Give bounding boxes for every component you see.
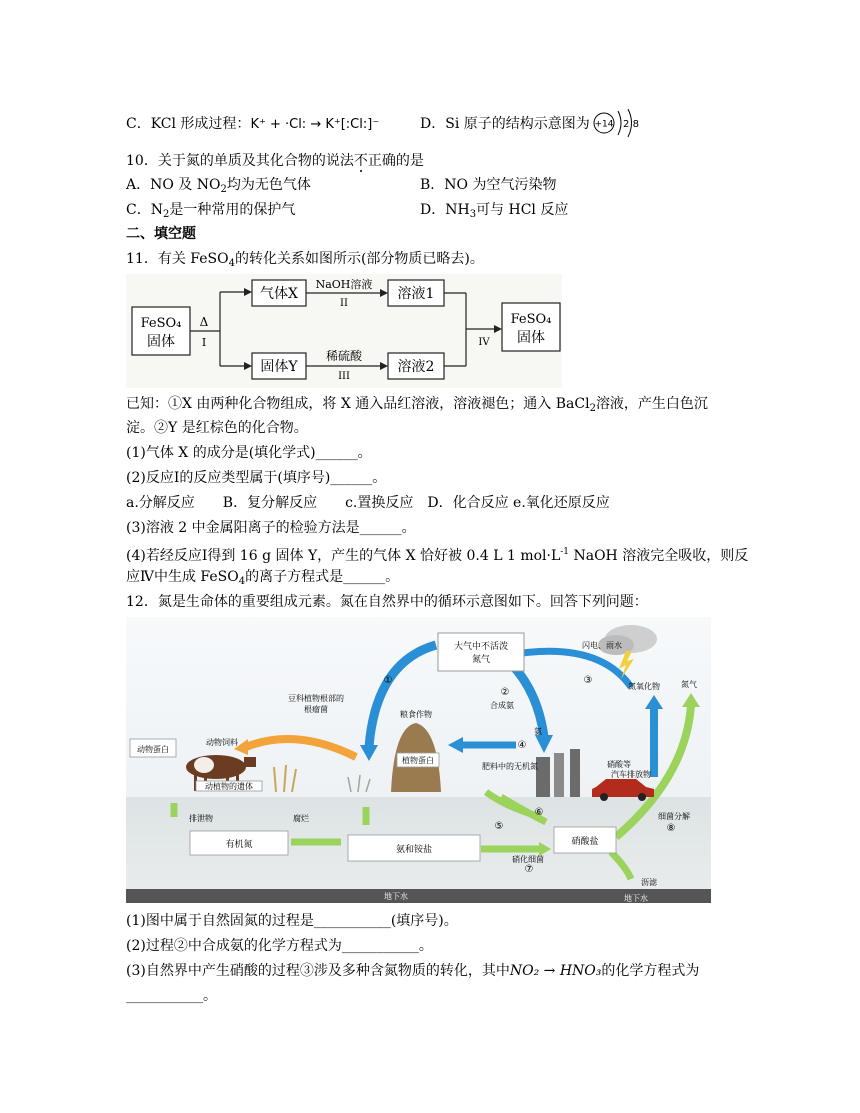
process-3: ③ <box>583 675 593 686</box>
box-feso4-end-line1: FeSO₄ <box>510 312 552 327</box>
feso4-flow-diagram <box>126 274 562 388</box>
nitric-acid-label: 硝酸等 <box>607 760 631 769</box>
q11-part-4-line1: (4)若经反应Ⅰ得到 16 g 固体 Y，产生的气体 X 恰好被 0.4 L 1 $mol\cdot L^{-1}$ NaOH 溶液完全吸收，则反 <box>126 547 749 564</box>
q12-part-3-line1: (3)自然界中产生硝酸的过程③涉及多种含氮物质的转化，其中NO₂ → HNO₃的化学方程式为 <box>126 963 700 979</box>
box-solid-y-label: 固体Y <box>260 359 298 375</box>
lightning-rain-label: 闪电、雨水 <box>582 641 622 650</box>
fertilizer-label: 肥料中的无机氮 <box>482 762 538 771</box>
q11-part-1: (1)气体 X 的成分是(填化学式)______。 <box>126 445 372 461</box>
q11-known-line2: 淀。②Y 是红棕色的化合物。 <box>126 420 308 436</box>
q11-part-4-line2: 应Ⅳ中生成 FeSO$_4$的离子方程式是______。 <box>126 569 400 587</box>
legume-label-1: 豆科植物根部的 <box>288 694 344 703</box>
groundwater-label-1: 地下水 <box>384 892 408 901</box>
nitrifying-bacteria-label: 硝化细菌 <box>512 855 544 864</box>
process-6: ⑥ <box>534 807 544 818</box>
q10-option-a: A．NO 及 $NO_2$均为无色气体 <box>126 177 311 195</box>
q10-option-c: C．$N_2$是一种常用的保护气 <box>126 202 296 220</box>
excrement-label: 排泄物 <box>189 814 213 823</box>
q12-part-2: (2)过程②中合成氨的化学方程式为___________。 <box>126 938 433 954</box>
arrow-i-label-top: Δ <box>199 315 209 329</box>
animal-feed-label: 动物饲料 <box>206 738 238 747</box>
synthesis-label: 合成氨 <box>490 701 514 710</box>
remains-label: 动植物的遗体 <box>205 782 253 791</box>
arrow-iii-label-bottom: III <box>338 371 350 382</box>
box-solution-1-label: 溶液1 <box>397 286 435 302</box>
q11-part-2: (2)反应Ⅰ的反应类型属于(填序号)______。 <box>126 470 387 486</box>
atmosphere-label-2: 氮气 <box>471 655 491 665</box>
q11-part-2-options: a.分解反应 B．复分解反应 c.置换反应 D．化合反应 e.氧化还原反应 <box>126 495 610 511</box>
process-5: ⑤ <box>494 821 504 832</box>
nox-label: 氮氧化物 <box>628 682 660 691</box>
groundwater-label-2: 地下水 <box>624 894 648 903</box>
grain-crops-label: 粮食作物 <box>400 710 432 719</box>
process-2: ② <box>500 687 510 698</box>
si-atom-diagram <box>591 106 643 140</box>
arrow-iii-label-top: 稀硫酸 <box>325 349 363 363</box>
si-shell-electrons: 2 8 <box>623 119 639 130</box>
decay-label: 腐烂 <box>293 814 309 823</box>
q12-stem: 12．氮是生命体的重要组成元素。氮在自然界中的循环示意图如下。回答下列问题： <box>126 594 648 610</box>
leaching-label: 沥滤 <box>641 878 657 887</box>
nitrate-label: 硝酸盐 <box>571 837 599 847</box>
process-7: ⑦ <box>524 864 534 875</box>
organic-n-label: 有机氮 <box>225 840 253 850</box>
arrow-ii-label-bottom: II <box>340 298 348 309</box>
q10-option-b: B．NO 为空气污染物 <box>420 177 557 193</box>
process-1: ① <box>383 675 393 686</box>
q9-option-d: D．Si 原子的结构示意图为 <box>420 116 590 132</box>
section-heading: 二、填空题 <box>126 226 196 242</box>
n2-gas-label: 氮气 <box>681 680 697 689</box>
arrow-ii-label-top: NaOH溶液 <box>315 278 373 291</box>
arrow-i-label-bottom: I <box>201 336 207 349</box>
q12-part-1: (1)图中属于自然固氮的过程是___________(填序号)。 <box>126 913 458 929</box>
box-gas-x-label: 气体X <box>260 286 298 302</box>
q10-stem: 10．关于氮的单质及其化合物的说法不正确的是 <box>126 153 424 169</box>
atmosphere-label-1: 大气中不活泼 <box>453 642 509 652</box>
bacteria-decompose-label: 细菌分解 <box>658 812 690 821</box>
ammonium-label: 氨和铵盐 <box>395 845 433 855</box>
process-8: ⑧ <box>666 823 676 834</box>
q10-option-d: D．$NH_3$可与 HCl 反应 <box>420 202 569 220</box>
q9-option-c: C．KCl 形成过程：K⁺ + ·Cl: → K⁺[:Cl:]⁻ <box>126 116 380 132</box>
q12-part-3-line2: ___________。 <box>126 988 217 1004</box>
arrow-iv-label-bottom: IV <box>478 337 490 348</box>
box-feso4-end-line2: 固体 <box>517 330 545 346</box>
q11-part-3: (3)溶液 2 中金属阳离子的检验方法是______。 <box>126 520 416 536</box>
plant-protein-label: 植物蛋白 <box>402 756 434 765</box>
si-nucleus-label: +14 <box>594 119 614 130</box>
box-feso4-start-line1: FeSO₄ <box>140 316 182 331</box>
car-exhaust-label: 汽车排放物 <box>611 770 651 779</box>
q11-stem: 11．有关 FeSO$_4$的转化关系如图所示(部分物质已略去)。 <box>126 251 484 269</box>
ammonia-label: 氨 <box>534 727 542 736</box>
animal-protein-label: 动物蛋白 <box>137 745 169 754</box>
nitrogen-cycle-diagram <box>126 617 711 903</box>
box-feso4-start-line2: 固体 <box>147 334 175 350</box>
q11-known-line1: 已知：①X 由两种化合物组成，将 X 通入品红溶液，溶液褪色；通入 BaCl$_2$溶液，产生白色沉 <box>126 396 708 414</box>
box-solution-2-label: 溶液2 <box>397 359 435 375</box>
box-atmosphere-n2 <box>438 633 524 671</box>
process-4: ④ <box>517 740 527 751</box>
legume-label-2: 根瘤菌 <box>304 705 328 714</box>
